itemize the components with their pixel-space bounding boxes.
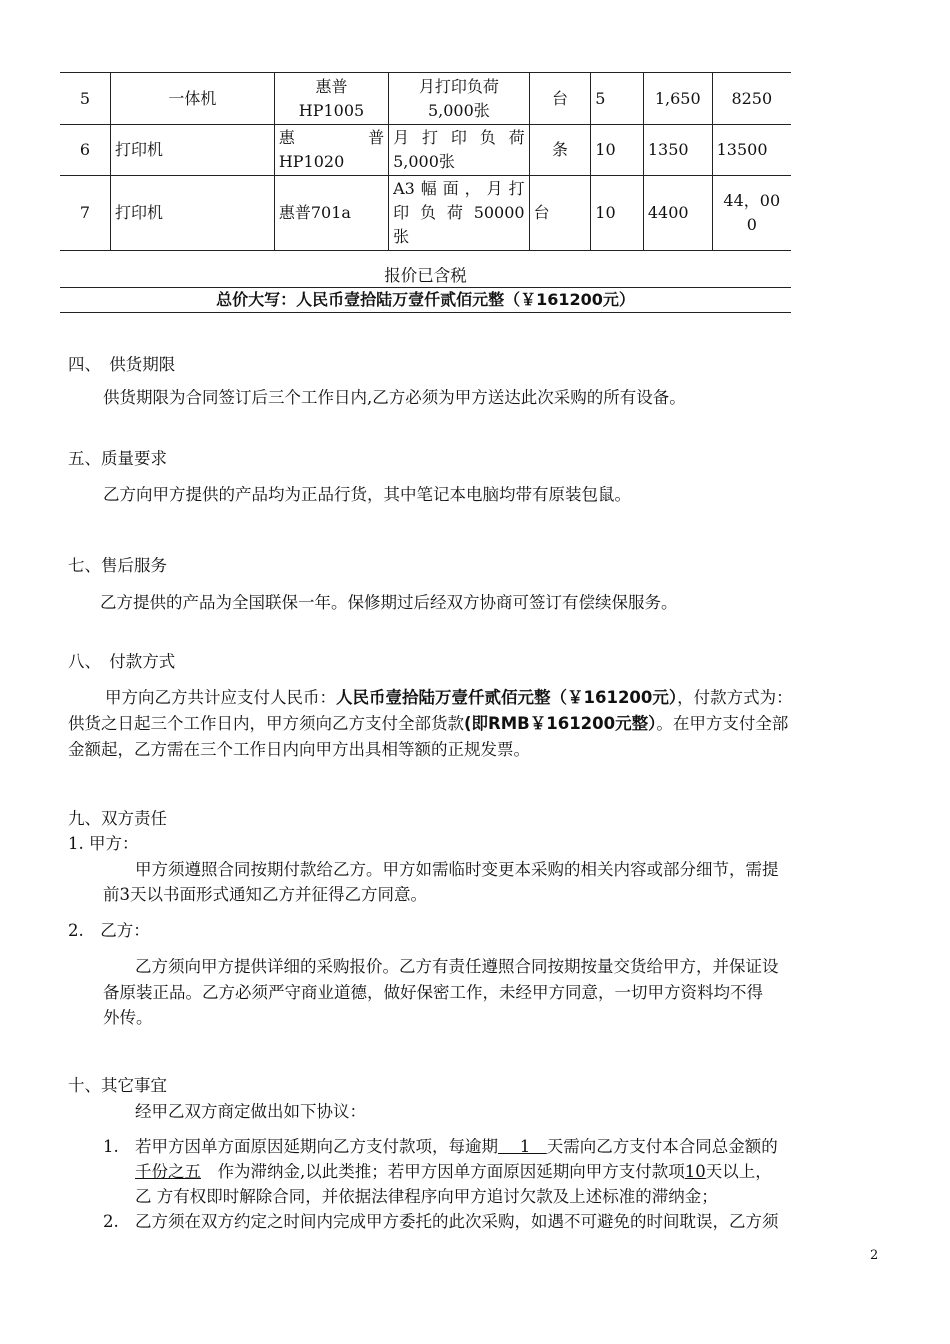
clause-1-number: 1. (103, 1137, 119, 1156)
quality-body: 乙方向甲方提供的产品均为正品行货，其中笔记本电脑均带有原装包鼠。 (103, 485, 631, 504)
section-title-payment: 八、 付款方式 (68, 652, 176, 671)
item-price: 1,650 (643, 73, 712, 125)
clause-2-line-1: 乙方须在双方约定之时间内完成甲方委托的此次采购，如遇不可避免的时间耽误，乙方须 (135, 1212, 779, 1231)
payment-line-2: 供货之日起三个工作日内，甲方须向乙方支付全部货款(即RMB￥161200元整）。在甲方支付全部 (68, 714, 789, 733)
payment-line-1: 甲方向乙方共计应支付人民币：人民币壹拾陆万壹仟贰佰元整（￥161200元），付款方式为： (105, 688, 793, 707)
section-title-responsibility: 九、双方责任 (68, 809, 167, 828)
row-number: 6 (60, 125, 111, 176)
divider (60, 312, 791, 313)
supply-body: 供货期限为合同签订后三个工作日内,乙方必须为甲方送达此次采购的所有设备。 (103, 388, 686, 407)
row-number: 7 (60, 176, 111, 251)
clause-1-line-3: 乙 方有权即时解除合同，并依据法律程序向甲方追讨欠款及上述标准的滞纳金； (135, 1187, 718, 1206)
clause-1-line-2: 千份之五 作为滞纳金,以此类推；若甲方因单方面原因延期向甲方支付款项10天以上， (135, 1162, 772, 1181)
item-brand: 惠普701a (274, 176, 388, 251)
item-qty: 5 (591, 73, 644, 125)
payment-line-3: 金额起，乙方需在三个工作日内向甲方出具相等额的正规发票。 (68, 740, 530, 759)
item-table (60, 72, 791, 251)
tax-note: 报价已含税 (384, 266, 467, 285)
item-unit: 条 (529, 125, 591, 176)
item-total: 8250 (712, 73, 791, 125)
item-price: 4400 (643, 176, 712, 251)
party-a-line-2: 前3天以书面形式通知乙方并征得乙方同意。 (103, 885, 427, 904)
party-b-line-1: 乙方须向甲方提供详细的采购报价。乙方有责任遵照合同按期按量交货给甲方，并保证设 (135, 957, 779, 976)
item-qty: 10 (591, 176, 644, 251)
row-number: 5 (60, 73, 111, 125)
total-amount-line: 总价大写：人民币壹拾陆万壹仟贰佰元整（￥161200元） (216, 290, 635, 309)
section-title-other: 十、其它事宜 (68, 1076, 167, 1095)
clause-1-line-1: 若甲方因单方面原因延期向乙方支付款项，每逾期 1 天需向乙方支付本合同总金额的 (135, 1137, 778, 1156)
table-row (60, 73, 791, 125)
item-name: 一体机 (111, 73, 275, 125)
party-b-line-2: 备原装正品。乙方必须严守商业道德，做好保密工作，未经甲方同意，一切甲方资料均不得 (103, 983, 763, 1002)
service-body: 乙方提供的产品为全国联保一年。保修期过后经双方协商可签订有偿续保服务。 (100, 593, 678, 612)
party-a-line-1: 甲方须遵照合同按期付款给乙方。甲方如需临时变更本采购的相关内容或部分细节，需提 (135, 860, 779, 879)
section-title-quality: 五、质量要求 (68, 449, 167, 468)
page-number: 2 (870, 1248, 879, 1263)
other-intro: 经甲乙双方商定做出如下协议： (135, 1102, 366, 1121)
item-unit: 台 (529, 176, 591, 251)
item-spec: 月 打 印 负 荷 5,000张 (389, 125, 530, 176)
section-title-supply: 四、 供货期限 (68, 355, 176, 374)
item-spec: 月打印负荷 5,000张 (389, 73, 530, 125)
party-b-line-3: 外传。 (103, 1008, 153, 1027)
item-total: 44，00 0 (712, 176, 791, 251)
party-b-label: 2. 乙方： (68, 921, 150, 940)
party-a-label: 1. 甲方： (68, 834, 139, 853)
item-brand: 惠普 HP1005 (274, 73, 388, 125)
item-name: 打印机 (111, 125, 275, 176)
item-spec: A3幅面，月打 印 负 荷 50000 张 (389, 176, 530, 251)
section-title-service: 七、售后服务 (68, 556, 167, 575)
item-total: 13500 (712, 125, 791, 176)
table-row (60, 125, 791, 176)
clause-2-number: 2. (103, 1212, 119, 1231)
item-qty: 10 (591, 125, 644, 176)
item-name: 打印机 (111, 176, 275, 251)
table-row (60, 176, 791, 251)
item-brand: 惠 普 HP1020 (274, 125, 388, 176)
item-unit: 台 (529, 73, 591, 125)
item-price: 1350 (643, 125, 712, 176)
divider (60, 287, 791, 288)
